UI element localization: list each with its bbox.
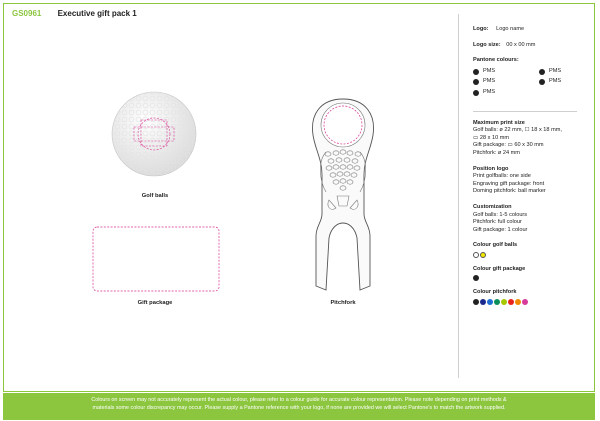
color-dot-icon: [539, 79, 545, 85]
color-dot-icon: [473, 69, 479, 75]
product-title: Executive gift pack 1: [57, 9, 137, 18]
caption-golf-balls: Golf balls: [141, 193, 169, 199]
color-swatch: [508, 299, 514, 305]
color-swatch: [515, 299, 521, 305]
customization-line: Gift package: 1 colour: [473, 226, 528, 233]
logo-size-label: Logo size:: [473, 41, 501, 48]
pantone-label: Pantone colours:: [473, 57, 519, 64]
max-print-label: Maximum print size: [473, 119, 525, 126]
disclaimer-line: Colours on screen may not accurately represent the actual colour, please refer to a colour guide for accurate colour representation. Please note depending on print methods &: [91, 397, 507, 403]
gift-package-illustration: [90, 224, 222, 294]
color-swatch: [480, 299, 486, 305]
pantone-item: PMS: [473, 89, 539, 97]
spec-panel: [473, 26, 589, 305]
position-line: Engraving gift package: front: [473, 180, 545, 187]
pantone-item: PMS: [539, 68, 589, 76]
colour-gift-package-label: Colour gift package: [473, 265, 526, 272]
max-print-line: ▭ 28 x 10 mm: [473, 134, 510, 141]
color-swatch: [473, 299, 479, 305]
color-swatch: [522, 299, 528, 305]
pantone-item: PMS: [539, 78, 589, 86]
color-dot-icon: [539, 69, 545, 75]
logo-label: Logo:: [473, 26, 489, 32]
section-divider: [473, 111, 577, 112]
color-swatch: [487, 299, 493, 305]
product-code: GS0961: [12, 9, 42, 18]
position-label: Position logo: [473, 165, 509, 172]
color-swatch: [501, 299, 507, 305]
gift-package-print-area: [93, 227, 219, 291]
header: [12, 9, 137, 18]
colour-pitchfork-label: Colour pitchfork: [473, 289, 517, 296]
color-dot-icon: [473, 90, 479, 96]
pantone-list: [473, 68, 589, 97]
pantone-item: PMS: [473, 68, 539, 76]
color-swatch: [480, 252, 486, 258]
pantone-item: PMS: [473, 78, 539, 86]
logo-value: Logo name: [496, 26, 525, 32]
color-swatch: [473, 275, 479, 281]
column-divider: [458, 14, 459, 378]
disclaimer-footer: [3, 393, 595, 420]
position-line: Doming pitchfork: ball marker: [473, 188, 546, 195]
logo-size-value: 00 x 00 mm: [506, 41, 536, 48]
pitchfork-swatches: [473, 299, 589, 305]
max-print-line: Gift package: ▭ 60 x 30 mm: [473, 142, 544, 149]
colour-golf-balls-label: Colour golf balls: [473, 242, 518, 249]
customization-line: Golf balls: 1-5 colours: [473, 211, 528, 218]
logo-size-row: [473, 42, 589, 50]
logo-row: [473, 26, 589, 34]
pitchfork-illustration: [303, 96, 383, 296]
caption-gift-package: Gift package: [137, 300, 173, 306]
caption-pitchfork: Pitchfork: [330, 300, 356, 306]
max-print-line: Pitchfork: ø 24 mm: [473, 149, 520, 156]
customization-label: Customization: [473, 203, 512, 210]
disclaimer-line: materials some colour discrepancy may occur. Please supply a Pantone reference with your logo, if none are provided we will select Pantone's to match the artwork supplied.: [92, 405, 506, 411]
gift-package-swatches: [473, 275, 589, 281]
color-dot-icon: [473, 79, 479, 85]
golf-ball-illustration: [100, 88, 240, 198]
color-swatch: [494, 299, 500, 305]
golf-ball-swatches: [473, 252, 589, 258]
max-print-line: Golf balls: ø 22 mm, ☐ 18 x 18 mm,: [473, 127, 562, 134]
color-swatch: [473, 252, 479, 258]
position-line: Print golfballs: one side: [473, 173, 531, 180]
customization-line: Pitchfork: full colour: [473, 219, 522, 226]
